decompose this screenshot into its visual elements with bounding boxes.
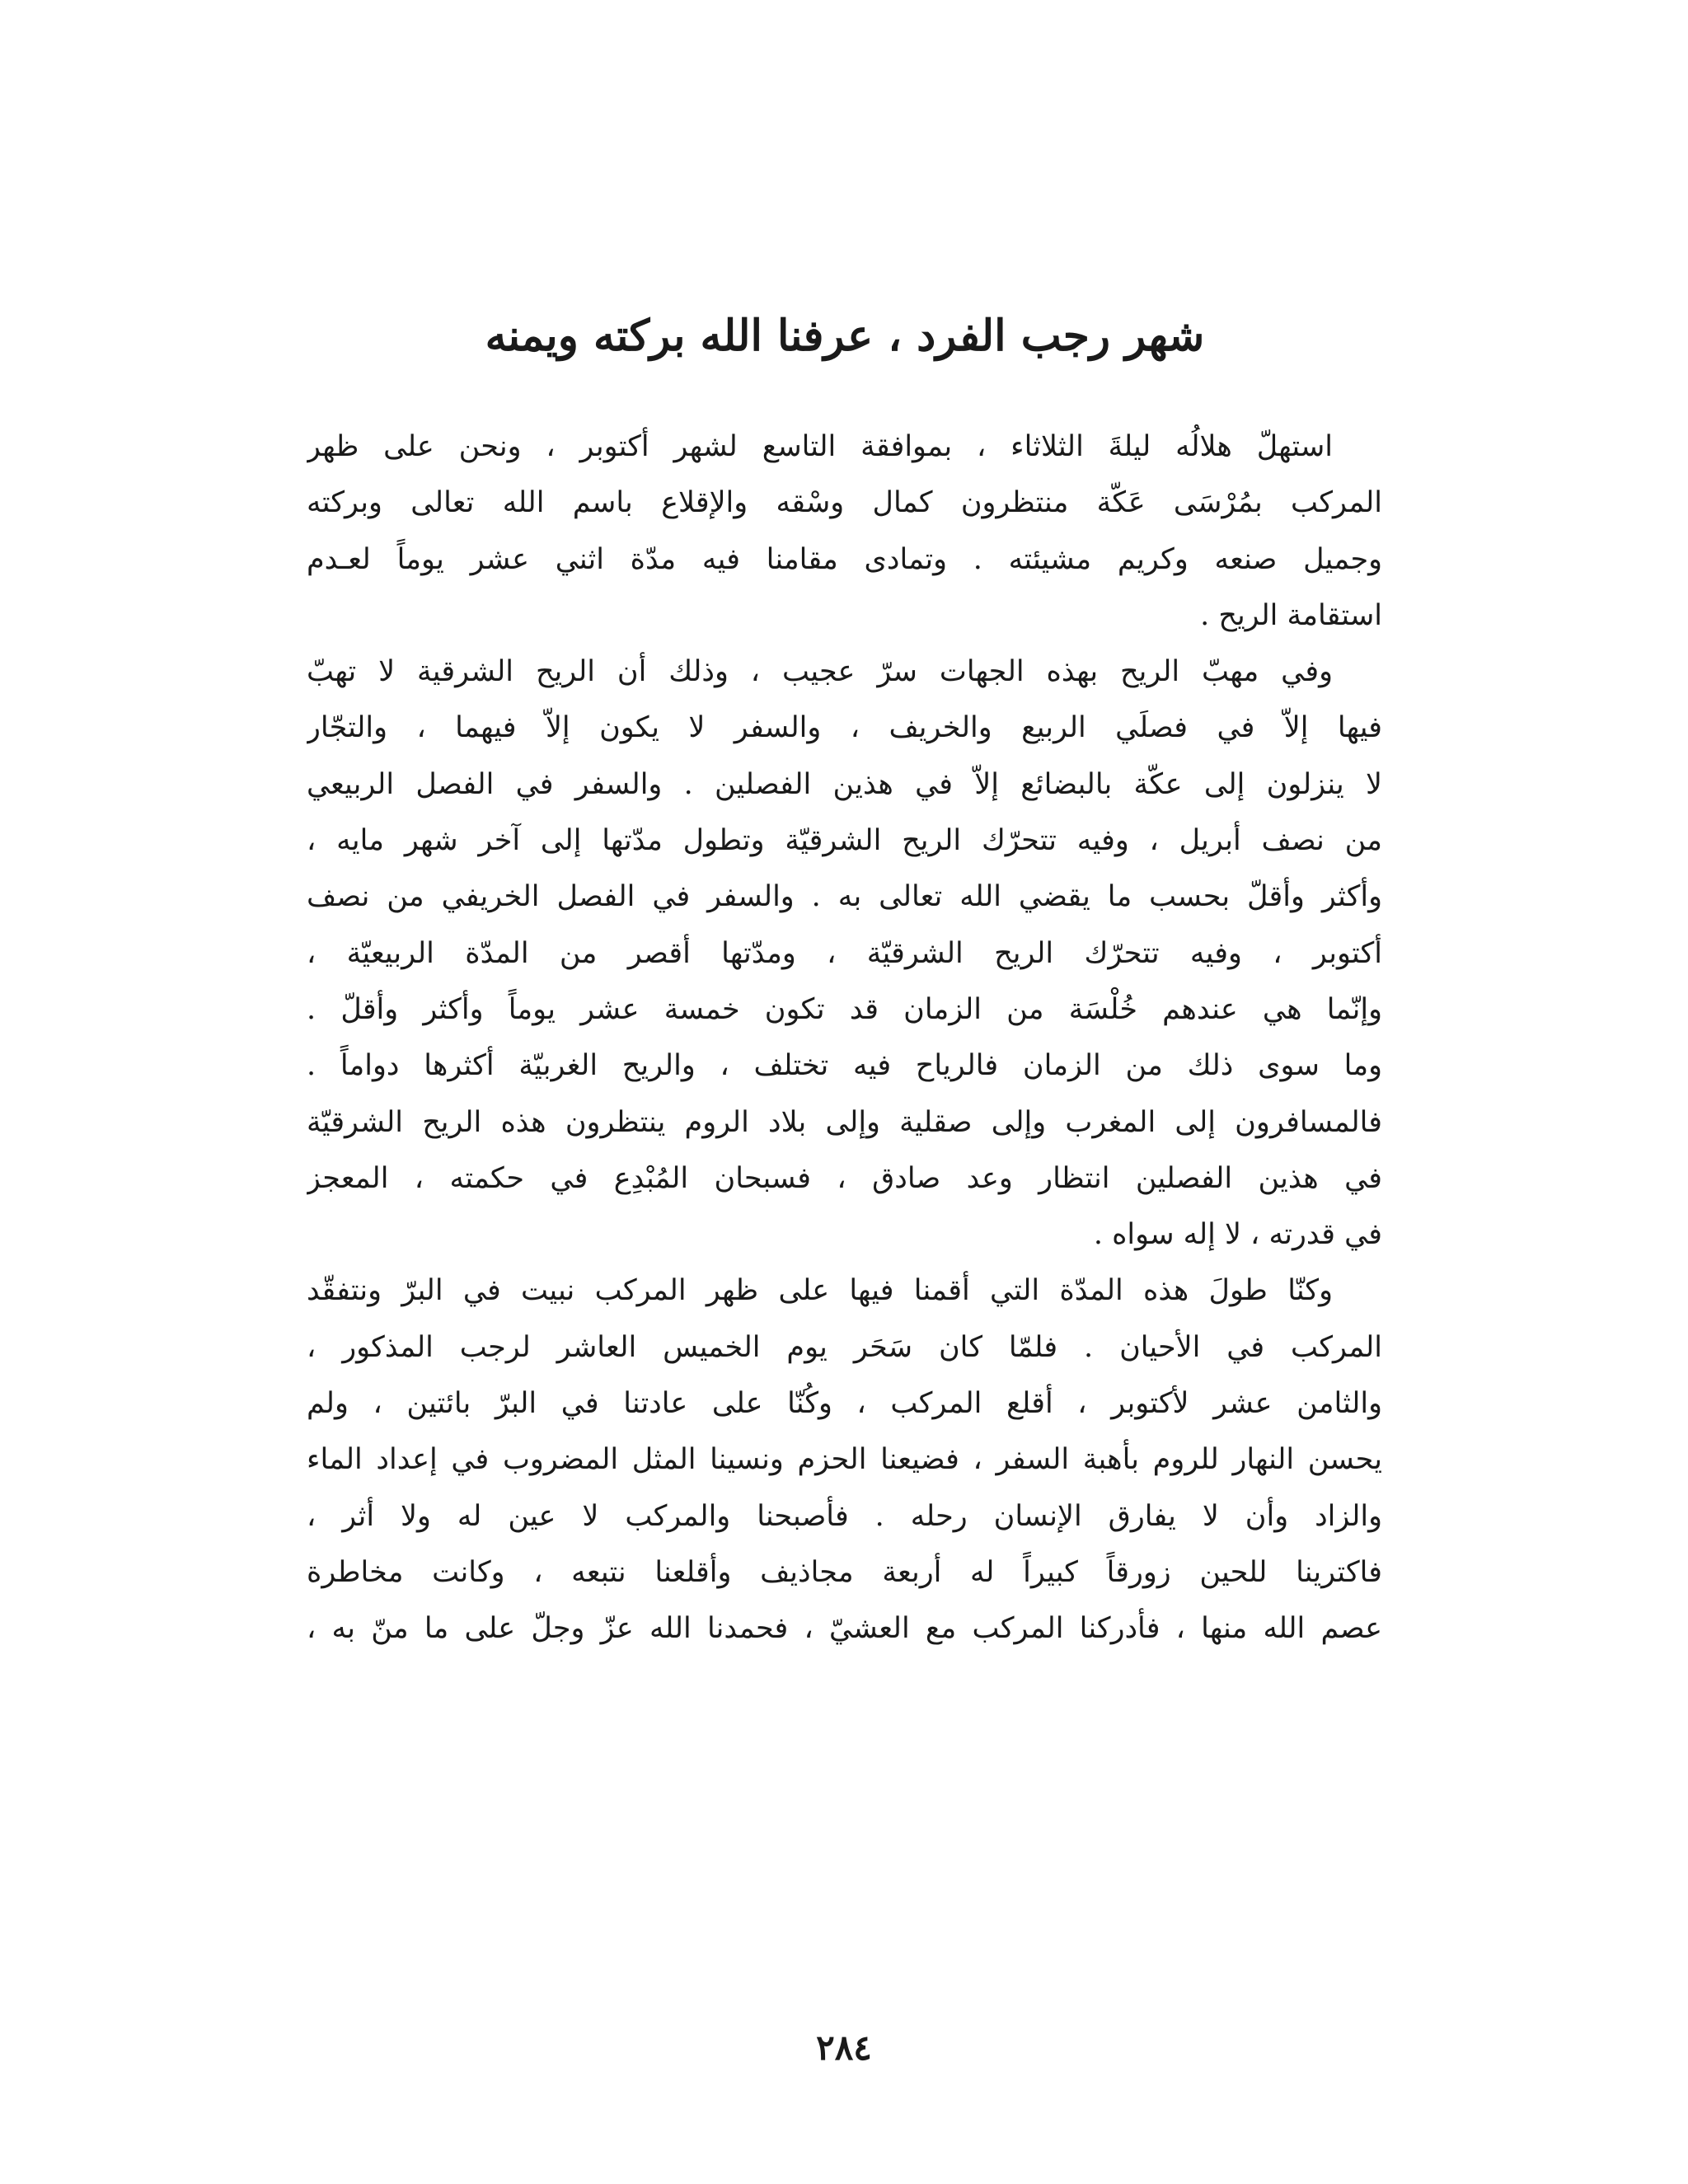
paragraph-1 — [307, 419, 1382, 644]
text-line: يحسن النهار للروم بأهبة السفر ، فضيعنا الحزم ونسينا المثل المضروب في إعداد الماء — [307, 1443, 1382, 1477]
paragraph-3 — [307, 1263, 1382, 1657]
text-line: المركب في الأحيان . فلمّا كان سَحَر يوم الخميس العاشر لرجب المذكور ، — [307, 1330, 1382, 1364]
text-line: وجميل صنعه وكريم مشيئته . وتمادى مقامنا فيه مدّة اثني عشر يوماً لعـدم — [307, 542, 1382, 576]
text-line: عصم الله منها ، فأدركنا المركب مع العشيّ ، فحمدنا الله عزّ وجلّ على ما منّ به ، — [307, 1612, 1382, 1646]
text-line: وكنّا طولَ هذه المدّة التي أقمنا فيها على ظهر المركب نبيت في البرّ ونتفقّد — [307, 1274, 1333, 1308]
text-line: المركب بمُرْسَى عَكّة منتظرون كمال وسْقه والإقلاع باسم الله تعالى وبركته — [307, 486, 1382, 520]
text-line: والزاد وأن لا يفارق الإنسان رحله . فأصبحنا والمركب لا عين له ولا أثر ، — [307, 1499, 1382, 1533]
body-text — [307, 419, 1382, 1657]
text-line: والثامن عشر لأكتوبر ، أقلع المركب ، وكُنّا على عادتنا في البرّ بائتين ، ولم — [307, 1387, 1382, 1421]
text-line: أكتوبر ، وفيه تتحرّك الريح الشرقيّة ، ومدّتها أقصر من المدّة الربيعيّة ، — [307, 936, 1382, 970]
text-line: فيها إلاّ في فصلَي الربيع والخريف ، والسفر لا يكون إلاّ فيهما ، والتجّار — [307, 711, 1382, 745]
text-line: وأكثر وأقلّ بحسب ما يقضي الله تعالى به . والسفر في الفصل الخريفي من نصف — [307, 880, 1382, 914]
text-line: وفي مهبّ الريح بهذه الجهات سرّ عجيب ، وذلك أن الريح الشرقية لا تهبّ — [307, 655, 1333, 689]
text-line: فالمسافرون إلى المغرب وإلى صقلية وإلى بلاد الروم ينتظرون هذه الريح الشرقيّة — [307, 1105, 1382, 1139]
text-line: فاكترينا للحين زورقاً كبيراً له أربعة مجاذيف وأقلعنا نتبعه ، وكانت مخاطرة — [307, 1555, 1382, 1589]
text-line: في هذين الفصلين انتظار وعد صادق ، فسبحان المُبْدِع في حكمته ، المعجز — [307, 1161, 1382, 1195]
text-line: استهلّ هلالُه ليلةَ الثلاثاء ، بموافقة التاسع لشهر أكتوبر ، ونحن على ظهر — [307, 430, 1333, 463]
text-line: في قدرته ، لا إله سواه . — [1093, 1218, 1382, 1252]
text-line: وإنّما هي عندهم خُلْسَة من الزمان قد تكون خمسة عشر يوماً وأكثر وأقلّ . — [307, 992, 1382, 1026]
text-line: استقامة الريح . — [1200, 598, 1382, 632]
page-number: ٢٨٤ — [816, 2027, 872, 2068]
chapter-heading: شهر رجب الفرد ، عرفنا الله بركته ويمنه — [485, 311, 1205, 361]
text-line: من نصف أبريل ، وفيه تتحرّك الريح الشرقيّة وتطول مدّتها إلى آخر شهر مايه ، — [307, 824, 1382, 858]
paragraph-2 — [307, 644, 1382, 1263]
text-line: وما سوى ذلك من الزمان فالرياح فيه تختلف ، والريح الغربيّة أكثرها دواماً . — [307, 1049, 1382, 1083]
text-line: لا ينزلون إلى عكّة بالبضائع إلاّ في هذين الفصلين . والسفر في الفصل الربيعي — [307, 767, 1382, 801]
